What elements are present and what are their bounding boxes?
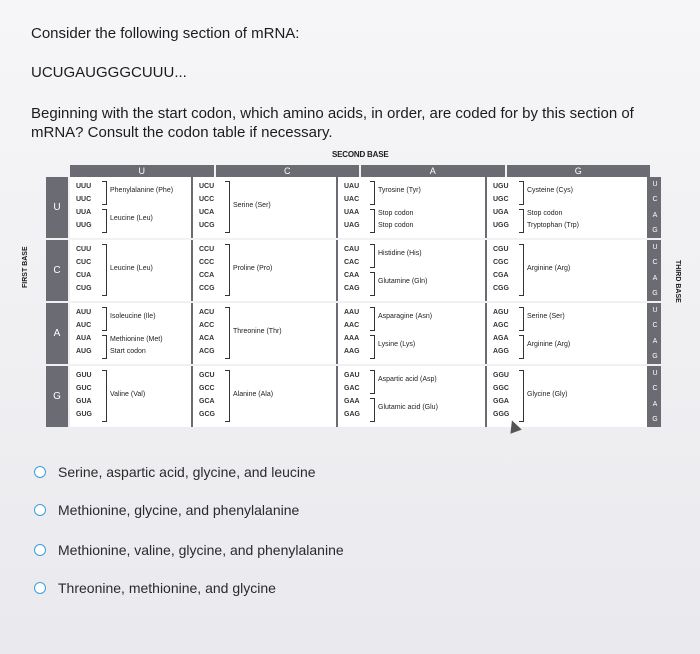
option-label: Serine, aspartic acid, glycine, and leucine [58,464,316,480]
radio-button[interactable] [34,544,46,556]
bracket [519,307,524,331]
third-base-letter: A [652,274,658,282]
third-base-letter: U [652,307,658,315]
amino-acid-label: Lysine (Lys) [378,341,416,348]
codon: AUU [76,309,92,316]
codon: UUC [76,196,92,203]
codon: CUA [76,272,92,279]
codon: GAC [344,385,360,392]
bracket [370,209,375,233]
answer-option[interactable] [34,540,344,560]
amino-acid-label: Arginine (Arg) [527,341,571,348]
radio-button[interactable] [34,466,46,478]
bracket [102,181,107,205]
codon: CCA [199,272,215,279]
codon-table [22,148,681,430]
amino-acid-label: Glycine (Gly) [527,391,568,398]
codon-list [344,306,368,358]
first-base-letter: U [46,177,68,238]
codon: UCU [199,183,215,190]
amino-acid-label: Alanine (Ala) [233,391,274,398]
bracket [519,370,524,422]
amino-acid-label: Stop codon [378,210,414,217]
codon-cell [193,177,338,238]
codon-cell [193,366,338,427]
codon-cell [338,303,487,364]
amino-acid-label: Cysteine (Cys) [527,187,573,194]
third-base-letter: C [652,322,658,330]
codon: UGG [493,222,509,229]
codon: GCA [199,398,215,405]
codon: AGC [493,322,509,329]
bracket [102,209,107,233]
codon: AAC [344,322,360,329]
radio-button[interactable] [34,504,46,516]
codon: ACA [199,335,215,342]
bracket [370,272,375,296]
amino-acid-label: Isoleucine (Ile) [110,313,156,320]
amino-acid-label: Phenylalanine (Phe) [110,187,174,194]
codon: UGU [493,183,509,190]
answer-option[interactable] [34,578,276,598]
codon: UAA [344,209,360,216]
codon: UUA [76,209,92,216]
codon: CCG [199,285,215,292]
codon-cell [487,177,649,238]
codon: CAA [344,272,360,279]
amino-acid-label: Methionine (Met) [110,336,163,343]
codon-list [199,369,223,421]
question-intro: Consider the following section of mRNA: [31,25,300,42]
third-base-letter: C [652,385,658,393]
codon: UCA [199,209,215,216]
codon: CGC [493,259,509,266]
codon: GCG [199,411,215,418]
codon: GGG [493,411,510,418]
third-base-letter: A [652,337,658,345]
first-base-letter: C [46,240,68,301]
codon-list [344,243,368,295]
bracket [519,209,524,233]
codon-list [199,306,223,358]
codon-cell [338,177,487,238]
codon: AGG [493,348,509,355]
bracket [102,335,107,359]
first-base-label: FIRST BASE [22,246,29,288]
codon-row [46,240,686,301]
first-base-letter: A [46,303,68,364]
codon: GAG [344,411,360,418]
amino-acid-label: Serine (Ser) [233,202,271,209]
amino-acid-label: Glutamine (Gln) [378,278,428,285]
amino-acid-label: Serine (Ser) [527,313,565,320]
codon-list [199,243,223,295]
answer-option[interactable] [34,500,299,520]
codon: GGU [493,372,509,379]
codon-row [46,303,686,364]
codon-list [493,243,517,295]
amino-acid-label: Start codon [110,348,146,355]
codon-list [76,180,100,232]
codon: UUG [76,222,92,229]
bracket [370,181,375,205]
codon: UGA [493,209,509,216]
codon: AGA [493,335,509,342]
third-base-letter: G [652,352,658,360]
codon: GAU [344,372,360,379]
codon-cell [338,366,487,427]
codon-list [344,369,368,421]
bracket [102,307,107,331]
amino-acid-label: Leucine (Leu) [110,215,153,222]
codon-list [344,180,368,232]
codon: CCU [199,246,215,253]
codon-cell [70,177,193,238]
bracket [370,244,375,268]
third-base-letters [649,366,661,427]
question-prompt: Beginning with the start codon, which amino acids, in order, are coded for by this section of mRNA? Consult the codon table if necessary. [31,105,634,141]
bracket [519,181,524,205]
codon-row [46,177,686,238]
amino-acid-label: Glutamic acid (Glu) [378,404,438,411]
codon: CGG [493,285,509,292]
codon: UGC [493,196,509,203]
codon: GCU [199,372,215,379]
codon-list [199,180,223,232]
codon: GUU [76,372,92,379]
codon: CCC [199,259,215,266]
codon-list [76,369,100,421]
codon: UAC [344,196,360,203]
codon: AUA [76,335,92,342]
codon-cell [70,240,193,301]
codon: CGU [493,246,509,253]
bracket [225,181,230,233]
codon: UAG [344,222,360,229]
bracket [370,335,375,359]
first-base-letter: G [46,366,68,427]
third-base-letter: A [652,211,658,219]
amino-acid-label: Leucine (Leu) [110,265,153,272]
codon-cell [193,240,338,301]
column-header-c: C [216,165,360,178]
codon: CAC [344,259,360,266]
amino-acid-label: Tryptophan (Trp) [527,222,579,229]
third-base-letter: A [652,400,658,408]
third-base-letters [649,177,661,238]
codon: UAU [344,183,360,190]
amino-acid-label: Tyrosine (Tyr) [378,187,421,194]
amino-acid-label: Stop codon [527,210,563,217]
codon: ACU [199,309,215,316]
codon: CAU [344,246,360,253]
amino-acid-label: Proline (Pro) [233,265,273,272]
amino-acid-label: Aspartic acid (Asp) [378,376,437,383]
third-base-letter: C [652,259,658,267]
bracket [370,307,375,331]
codon: UUU [76,183,92,190]
codon: CAG [344,285,360,292]
codon: GAA [344,398,360,405]
third-base-letters [649,240,661,301]
column-header-a: A [361,165,505,178]
codon: CUU [76,246,92,253]
codon: GCC [199,385,215,392]
codon-cell [487,303,649,364]
codon: GUC [76,385,92,392]
radio-button[interactable] [34,582,46,594]
third-base-letter: U [652,370,658,378]
codon: AGU [493,309,509,316]
answer-option[interactable] [34,462,316,482]
third-base-letter: U [652,244,658,252]
column-header-u: U [70,165,214,178]
option-label: Methionine, valine, glycine, and phenylalanine [58,542,344,558]
third-base-letter: G [652,226,658,234]
codon: CUC [76,259,92,266]
bracket [370,398,375,422]
codon: GUG [76,411,92,418]
codon-list [493,180,517,232]
amino-acid-label: Histidine (His) [378,250,422,257]
codon: AUC [76,322,92,329]
third-base-letter: U [652,181,658,189]
amino-acid-label: Asparagine (Asn) [378,313,433,320]
bracket [225,244,230,296]
amino-acid-label: Stop codon [378,222,414,229]
bracket [519,244,524,296]
codon-cell [70,366,193,427]
codon: AAA [344,335,360,342]
codon-list [76,306,100,358]
codon: AAU [344,309,360,316]
codon-cell [338,240,487,301]
bracket [102,370,107,422]
option-label: Methionine, glycine, and phenylalanine [58,502,300,518]
codon: AUG [76,348,92,355]
codon: GGA [493,398,509,405]
amino-acid-label: Valine (Val) [110,391,146,398]
bracket [519,335,524,359]
bracket [102,244,107,296]
codon-list [493,369,517,421]
codon-cell [70,303,193,364]
codon-list [76,243,100,295]
codon: GGC [493,385,509,392]
mrna-sequence: UCUGAUGGGCUUU... [31,64,187,81]
codon: ACG [199,348,215,355]
codon: CGA [493,272,509,279]
third-base-letter: G [652,415,658,423]
codon-cell [487,366,649,427]
codon: GUA [76,398,92,405]
bracket [225,370,230,422]
third-base-label: THIRD BASE [674,260,681,303]
codon-list [493,306,517,358]
codon-cell [193,303,338,364]
codon: ACC [199,322,215,329]
codon-row [46,366,686,427]
third-base-letter: C [652,196,658,204]
codon-cell [487,240,649,301]
amino-acid-label: Threonine (Thr) [233,328,282,335]
third-base-letters [649,303,661,364]
codon: UCC [199,196,215,203]
codon: CUG [76,285,92,292]
third-base-letter: G [652,289,658,297]
amino-acid-label: Arginine (Arg) [527,265,571,272]
option-label: Threonine, methionine, and glycine [58,580,276,596]
bracket [370,370,375,394]
column-header-g: G [507,165,651,178]
bracket [225,307,230,359]
codon: UCG [199,222,215,229]
codon: AAG [344,348,360,355]
second-base-label: SECOND BASE [332,150,389,159]
